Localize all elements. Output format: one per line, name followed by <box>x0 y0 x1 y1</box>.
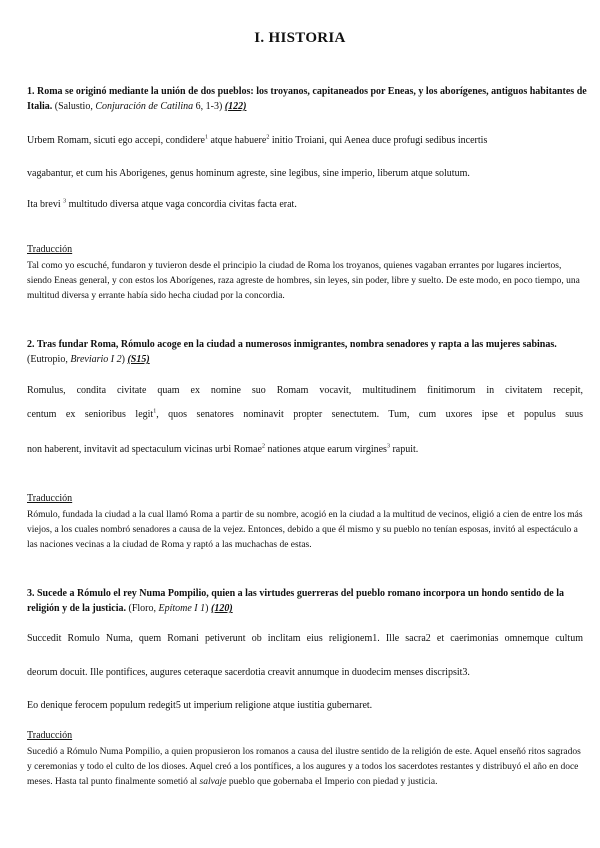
section-2-translation: Rómulo, fundada la ciudad a la cual llamó Roma a partir de su nombre, acogió en la ciudad a la multitud de vecinos, eligió a cien de entre los más viejos, a los cuales nombró senadores a causa de la vejez. Entonces, debido a que él mismo y su pueblo no tenían esposas, invitó al espectáculo a las naciones vecinas a la ciudad de Roma y raptó a las muchachas de estas. <box>27 510 583 550</box>
section-1-latin-line-2: vagabantur, et cum his Aborigenes, genus hominum agreste, sine legibus, sine imperio, liberum atque solutum. <box>27 168 470 179</box>
section-3-reference: (120) <box>210 603 233 614</box>
section-2-reference: (S15) <box>127 354 150 365</box>
section-1-reference: (122) <box>224 101 247 112</box>
section-2-latin-line-1: Romulus, condita civitate quam ex nomine suo Romam vocavit, multitudinem finitimorum in civitatem recepit, <box>27 385 583 396</box>
section-2-latin-line-3: non haberent, invitavit ad spectaculum vicinas urbi Romae$^2$ nationes atque earum virgines$^3$ rapuit. <box>27 443 419 455</box>
section-2-translation-label: Traducción <box>27 493 73 504</box>
section-1-translation: Tal como yo escuché, fundaron y tuvieron desde el principio la ciudad de Roma los troyanos, quienes vagaban errantes por lugares inciertos, siendo Eneas general, y con estos los Aborígenes, raza agreste de hombres, sin leyes, sin poder, libre y suelto. De este modo, en poco tiempo, una multitud diversa y errante había sido hecha ciudad por la concordia. <box>27 261 580 301</box>
page-title: I. HISTORIA <box>254 30 346 46</box>
section-1-latin-line-1: Urbem Romam, sicuti ego accepi, condidere$^1$ atque habuere$^2$ initio Troiani, qui Aenea duce profugi sedibus incertis <box>27 134 488 146</box>
section-3-latin-line-1: Succedit Romulo Numa, quem Romani petiverunt ob inclitam eius religionem1. Ille sacra2 et caerimonias omnemque cultum <box>27 633 583 644</box>
section-3-translation-label: Traducción <box>27 730 73 741</box>
section-3-latin-line-3: Eo denique ferocem populum redegit5 ut imperium religione atque iustitia gubernaret. <box>27 700 373 711</box>
section-3-heading: 3. Sucede a Rómulo el rey Numa Pompilio, quien a las virtudes guerreras del pueblo romano incorpora un hondo sentido de la religión y de la justicia. (Floro, Epítome I 1) (120) <box>27 588 564 614</box>
section-1-heading: 1. Roma se originó mediante la unión de dos pueblos: los troyanos, capitaneados por Eneas, y los aborígenes, antiguos habitantes de Italia. (Salustio, Conjuración de Catilina 6, 1-3) (122) <box>27 86 587 112</box>
section-2-title: 2. Tras fundar Roma, Rómulo acoge en la ciudad a numerosos inmigrantes, nombra senadores y rapta a las mujeres sabinas. <box>27 339 557 350</box>
section-3-title: 3. Sucede a Rómulo el rey Numa Pompilio, quien a las virtudes guerreras del pueblo romano incorpora un hondo sentido de la religión y de la justicia. <box>27 588 564 614</box>
section-2-latin-line-2: centum ex senioribus legit$^1$, quos senatores nominavit propter senectutem. Tum, cum uxores ipse et populus suus <box>27 408 583 420</box>
section-3-latin-line-2: deorum docuit. Ille pontifices, augures ceteraque sacerdotia creavit annumque in duodecim menses discripsit3. <box>27 667 470 678</box>
section-1-title: 1. Roma se originó mediante la unión de dos pueblos: los troyanos, capitaneados por Eneas, y los aborígenes, antiguos habitantes de Italia. <box>27 86 587 112</box>
section-2-heading: 2. Tras fundar Roma, Rómulo acoge en la ciudad a numerosos inmigrantes, nombra senadores y rapta a las mujeres sabinas. (Eutropio, Breviario I 2) (S15) <box>27 339 557 365</box>
section-3-translation: Sucedió a Rómulo Numa Pompilio, a quien propusieron los romanos a causa del ilustre sentido de la religión de este. Aquel enseñó ritos sagrados y ceremonias y todo el culto de los dioses. Aquel creó a los pontífices, a los augures y a todos los sacerdotes restantes y distribuyó el año en doce meses. Hasta tal punto finalmente sometió al salvaje pueblo que gobernaba el Imperio con piedad y justicia. <box>27 747 581 787</box>
section-1-latin-line-3: Ita brevi $^3$ multitudo diversa atque vaga concordia civitas facta erat. <box>27 198 297 210</box>
section-1-translation-label: Traducción <box>27 244 73 255</box>
